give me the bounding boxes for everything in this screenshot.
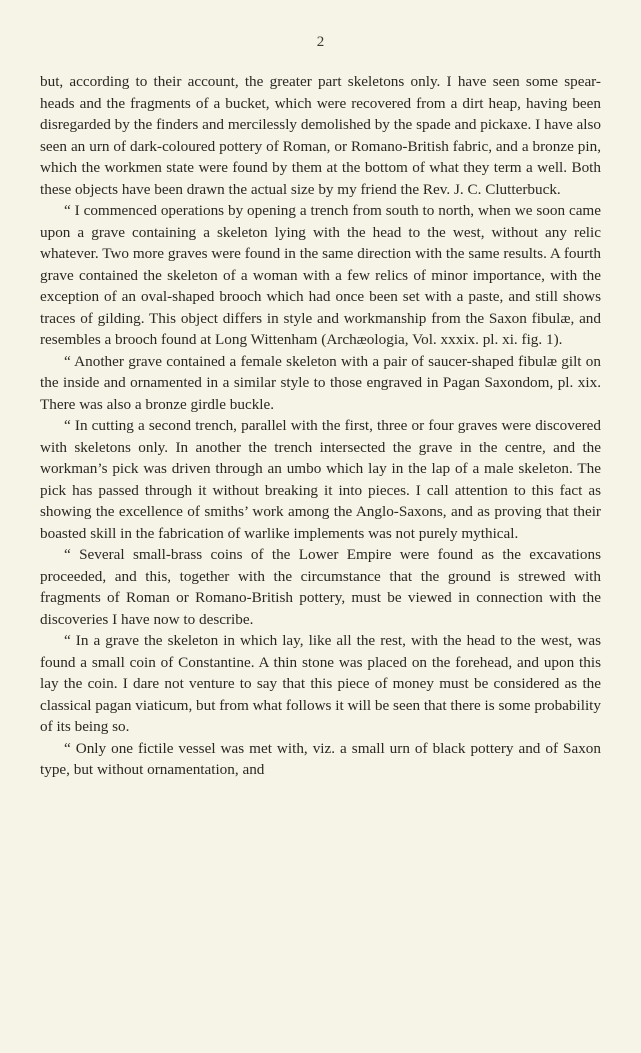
paragraph-trench-south-north: “ I commenced operations by opening a trench from south to north, when we soon came upon a grave containing a skeleton lying with the head to the west, without any relic whatever. Two more graves were found in the same direction with the same results. A fourth grave contained the skeleton of a woman with a few relics of minor importance, with the exception of an oval-shaped brooch which had once been set with a paste, and still shows traces of gilding. This object differs in style and workmanship from the Saxon fibulæ, and resembles a brooch found at Long Wittenham (Archæologia, Vol. xxxix. pl. xi. fig. 1). xyxy=(40,202,601,348)
paragraph-fictile-vessel: “ Only one fictile vessel was met with, viz. a small urn of black pottery and of Saxon type, but without ornamentation, and xyxy=(40,739,601,778)
paragraph-continued: but, according to their account, the greater part skeletons only. I have seen some spear-heads and the fragments of a bucket, which were recovered from a dirt heap, having been disregarded by the finders and mercilessly demolished by the spade and pickaxe. I have also seen an urn of dark-coloured pottery of Roman, or Romano-British fabric, and a bronze pin, which the workmen state were found by them at the bottom of what they term a well. Both these objects have been drawn the actual size by my friend the Rev. J. C. Clutterbuck. xyxy=(40,73,601,198)
paragraph-second-trench: “ In cutting a second trench, parallel with the first, three or four graves were discovered with skeletons only. In another the trench intersected the grave in the centre, and the workman’s pick was driven through an umbo which lay in the lap of a male skeleton. The pick has passed through it without breaking it into pieces. I call attention to this fact as showing the excellence of smiths’ work among the Anglo-Saxons, and as proving that their boasted skill in the fabrication of warlike implements was not purely mythical. xyxy=(40,417,601,542)
page-number: 2 xyxy=(316,34,325,50)
paragraph-female-skeleton: “ Another grave contained a female skeleton with a pair of saucer-shaped fibulæ gilt on the inside and ornamented in a similar style to those engraved in Pagan Saxondom, pl. xix. There was also a bronze girdle buckle. xyxy=(40,352,601,413)
paragraph-brass-coins: “ Several small-brass coins of the Lower Empire were found as the excavations proceeded, and this, together with the circumstance that the ground is strewed with fragments of Roman or Romano-British pottery, must be viewed in connection with the discoveries I have now to describe. xyxy=(40,546,601,628)
paragraph-constantine-coin: “ In a grave the skeleton in which lay, like all the rest, with the head to the west, was found a small coin of Constantine. A thin stone was placed on the forehead, and upon this lay the coin. I dare not venture to say that this piece of money must be considered as the classical pagan viaticum, but from what follows it will be seen that there is some probability of its being so. xyxy=(40,632,601,735)
